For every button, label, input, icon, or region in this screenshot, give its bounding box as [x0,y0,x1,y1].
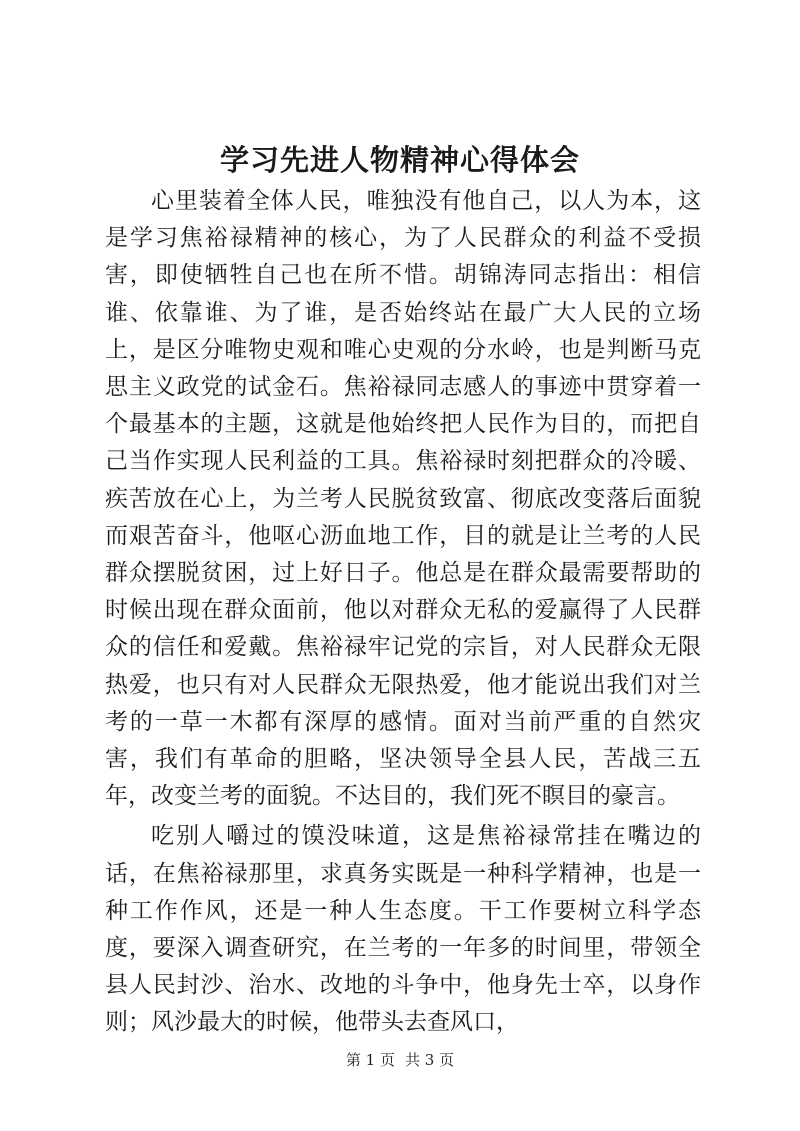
page-footer [0,1050,800,1070]
document-body [105,183,701,1042]
page-number: 第 1 页 [345,1051,395,1069]
paragraph: 吃别人嚼过的馍没味道，这是焦裕禄常挂在嘴边的话，在焦裕禄那里，求真务实既是一种科学精神，也是一种工作作风，还是一种人生态度。干工作要树立科学态度，要深入调查研究，在兰考的一年多的时间里，带领全县人民封沙、治水、改地的斗争中，他身先士卒，以身作则；风沙最大的时候，他带头去查风口， [105,823,701,1036]
document-title: 学习先进人物精神心得体会 [219,143,580,177]
paragraph: 心里装着全体人民，唯独没有他自己，以人为本，这是学习焦裕禄精神的核心，为了人民群众的利益不受损害，即使牺牲自己也在所不惜。胡锦涛同志指出：相信谁、依靠谁、为了谁，是否始终站在最广大人民的立场上，是区分唯物史观和唯心史观的分水岭，也是判断马克思主义政党的试金石。焦裕禄同志感人的事迹中贯穿着一个最基本的主题，这就是他始终把人民作为目的，而把自己当作实现人民利益的工具。焦裕禄时刻把群众的冷暖、疾苦放在心上，为兰考人民脱贫致富、彻底改变落后面貌而艰苦奋斗，他呕心沥血地工作，目的就是让兰考的人民群众摆脱贫困，过上好日子。他总是在群众最需要帮助的时候出现在群众面前，他以对群众无私的爱赢得了人民群众的信任和爱戴。焦裕禄牢记党的宗旨，对人民群众无限热爱，也只有对人民群众无限热爱，他才能说出我们对兰考的一草一木都有深厚的感情。面对当前严重的自然灾害，我们有革命的胆略，坚决领导全县人民，苦战三五年，改变兰考的面貌。不达目的，我们死不瞑目的豪言。 [105,188,701,810]
page-total: 共 3 页 [405,1051,455,1069]
